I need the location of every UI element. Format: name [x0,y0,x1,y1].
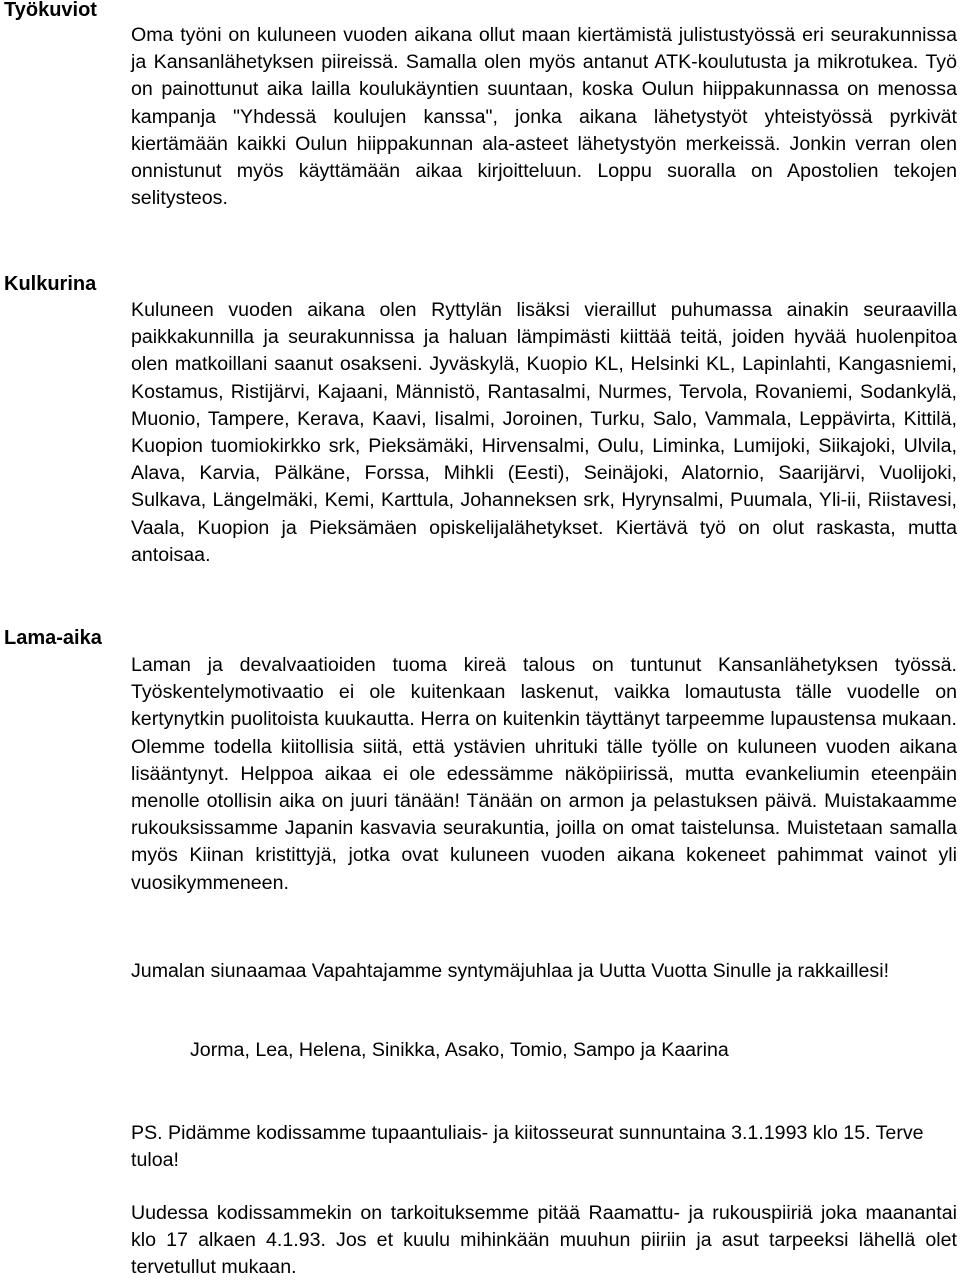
section-paragraph-lama-aika: Laman ja devalvaatioiden tuoma kireä talous on tuntunut Kansanlähetyksen työssä. Työskentelymotivaatio ei ole kuitenkaan laskenut, vaikka lomautusta tälle vuodelle on kertynytkin puolitoista kuukautta. Herra on kuitenkin täyttänyt tarpeemme lupaustensa mukaan. Olemme todella kiitollisia siitä, että ystävien uhrituki tälle työlle on kuluneen vuoden aikana lisääntynyt. Helppoa aikaa ei ole edessämme näköpiirissä, mutta evankeliumin eteenpäin menolle otollisin aika on juuri tänään! Tänään on armon ja pelastuksen päivä. Muistakaamme rukouksissamme Japanin kasvavia seurakuntia, joilla on omat taistelunsa. Muistetaan samalla myös Kiinan kristittyjä, jotka ovat kuluneen vuoden aikana kokeneet pahimmat vainot yli vuosikymmeneen. [131,654,957,894]
greeting-text: Jumalan siunaamaa Vapahtajamme syntymäjuhlaa ja Uutta Vuotta Sinulle ja rakkaillesi! [131,960,890,982]
section-heading-lama-aika: Lama-aika [4,627,102,649]
section-heading-tyokuviot: Työkuviot [4,0,97,21]
ps-text: PS. Pidämme kodissamme tupaantuliais- ja kiitosseurat sunnuntaina 3.1.1993 klo 15. Terve tuloa! [131,1122,924,1172]
section-paragraph-tyokuviot: Oma työni on kuluneen vuoden aikana ollut maan kiertämistä julistustyössä eri seurakunnissa ja Kansanlähetyksen piireissä. Samalla olen myös antanut ATK-koulutusta ja mikrotukea. Työ on painottunut aika lailla koulukäyntien suuntaan, koska Oulun hiippakunnassa on menossa kampanja "Yhdessä koulujen kanssa", jonka aikana lähetystyöt yhteistyössä pyrkivät kiertämään kaikki Oulun hiippakunnan ala-asteet lähetystyön merkeissä. Jonkin verran olen onnistunut myös käyttämään aikaa kirjoitteluun. Loppu suoralla on Apostolien tekojen selitysteos. [131,24,957,210]
section-heading-kulkurina: Kulkurina [4,273,97,295]
signature-text: Jorma, Lea, Helena, Sinikka, Asako, Tomio, Sampo ja Kaarina [190,1039,729,1061]
closing-text: Uudessa kodissammekin on tarkoituksemme pitää Raamattu- ja rukouspiiriä joka maanantai klo 17 alkaen 4.1.93. Jos et kuulu mihinkään muuhun piiriin ja asut tarpeeksi lähellä olet tervetullut mukaan. [131,1202,957,1279]
section-paragraph-kulkurina: Kuluneen vuoden aikana olen Ryttylän lisäksi vieraillut puhumassa ainakin seuraavilla paikkakunnilla ja seurakunnissa ja haluan lämpimästi kiittää teitä, joiden hyvää huolenpitoa olen matkoillani saanut osakseni. Jyväskylä, Kuopio KL, Helsinki KL, Lapinlahti, Kangasniemi, Kostamus, Ristijärvi, Kajaani, Männistö, Rantasalmi, Nurmes, Tervola, Rovaniemi, Sodankylä, Muonio, Tampere, Kerava, Kaavi, Iisalmi, Joroinen, Turku, Salo, Vammala, Leppävirta, Kittilä, Kuopion tuomiokirkko srk, Pieksämäki, Hirvensalmi, Oulu, Liminka, Lumijoki, Siikajoki, Ulvila, Alava, Karvia, Pälkäne, Forssa, Mihkli (Eesti), Seinäjoki, Alatornio, Saarijärvi, Vuolijoki, Sulkava, Längelmäki, Kemi, Karttula, Johanneksen srk, Hyrynsalmi, Puumala, Yli-ii, Riistavesi, Vaala, Kuopion ja Pieksämäen opiskelijalähetykset. Kiertävä työ on olut raskasta, mutta antoisaa. [131,299,957,566]
